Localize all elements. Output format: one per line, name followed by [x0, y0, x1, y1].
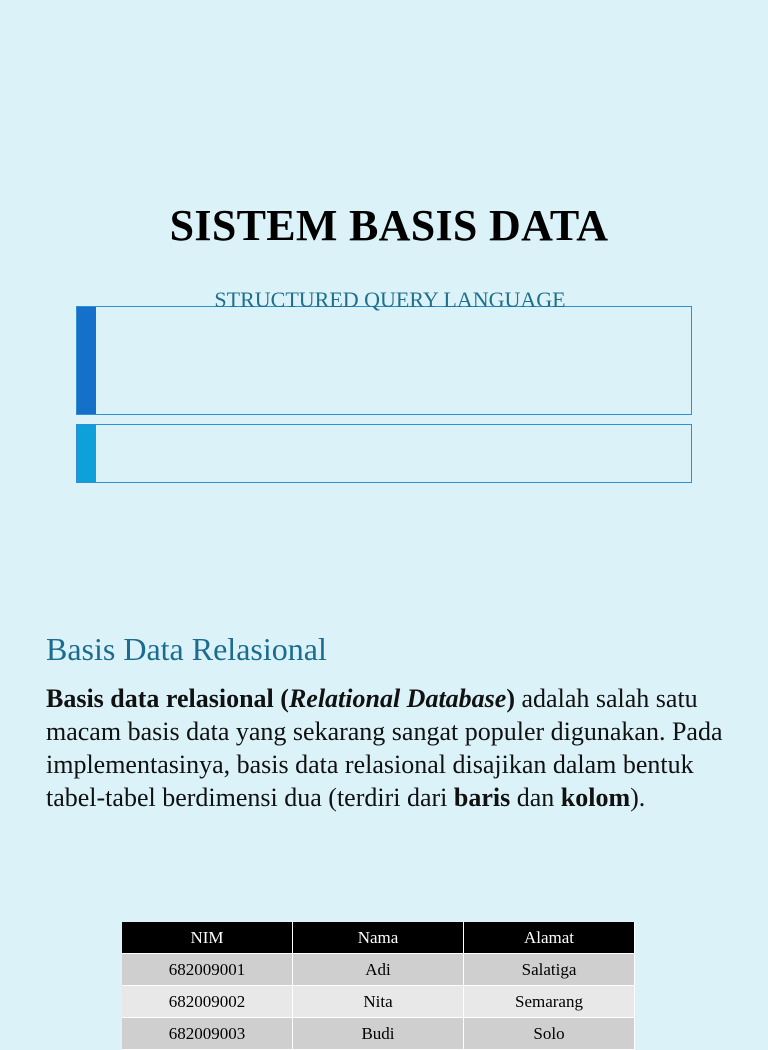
accent-bar-light-blue: [77, 425, 96, 482]
decorative-box-large: [76, 306, 692, 415]
table-row: [122, 1018, 635, 1050]
cell-alamat: Solo: [464, 1018, 635, 1050]
cell-nama: Adi: [293, 954, 464, 986]
keyword-baris: baris: [453, 783, 511, 812]
table-header-row: [122, 922, 635, 954]
keyword-kolom: kolom: [560, 783, 631, 812]
column-header-nim: NIM: [122, 922, 293, 954]
accent-bar-dark-blue: [77, 307, 96, 414]
term-close: ): [506, 684, 516, 713]
table-row: [122, 954, 635, 986]
slide-subtitle: STRUCTURED QUERY LANGUAGE: [214, 287, 566, 312]
decorative-box-small: [76, 424, 692, 483]
term-label: Basis data relasional (: [46, 684, 289, 713]
cell-nama: Nita: [293, 986, 464, 1018]
paragraph-text-end: ).: [630, 783, 646, 812]
cell-nim: 682009003: [122, 1018, 293, 1050]
body-paragraph: [46, 682, 726, 814]
student-table: [122, 922, 635, 1050]
paragraph-text: adalah salah satu macam basis data yang sekarang sangat populer digunakan. Pada implementasinya, basis data relasional disajikan dalam bentuk tabel-tabel berdimensi dua (terdiri dari: [46, 684, 723, 812]
section-heading: Basis Data Relasional: [46, 631, 327, 667]
paragraph-text-connector: dan: [510, 783, 561, 812]
content-slide: [0, 576, 768, 1043]
term-bold: [46, 684, 515, 713]
cell-alamat: Salatiga: [464, 954, 635, 986]
cell-nama: Budi: [293, 1018, 464, 1050]
cell-alamat: Semarang: [464, 986, 635, 1018]
term-english: Relational Database: [288, 684, 507, 713]
slide-title: SISTEM BASIS DATA: [169, 201, 609, 250]
table-row: [122, 986, 635, 1018]
cell-nim: 682009002: [122, 986, 293, 1018]
column-header-alamat: Alamat: [464, 922, 635, 954]
column-header-nama: Nama: [293, 922, 464, 954]
cell-nim: 682009001: [122, 954, 293, 986]
